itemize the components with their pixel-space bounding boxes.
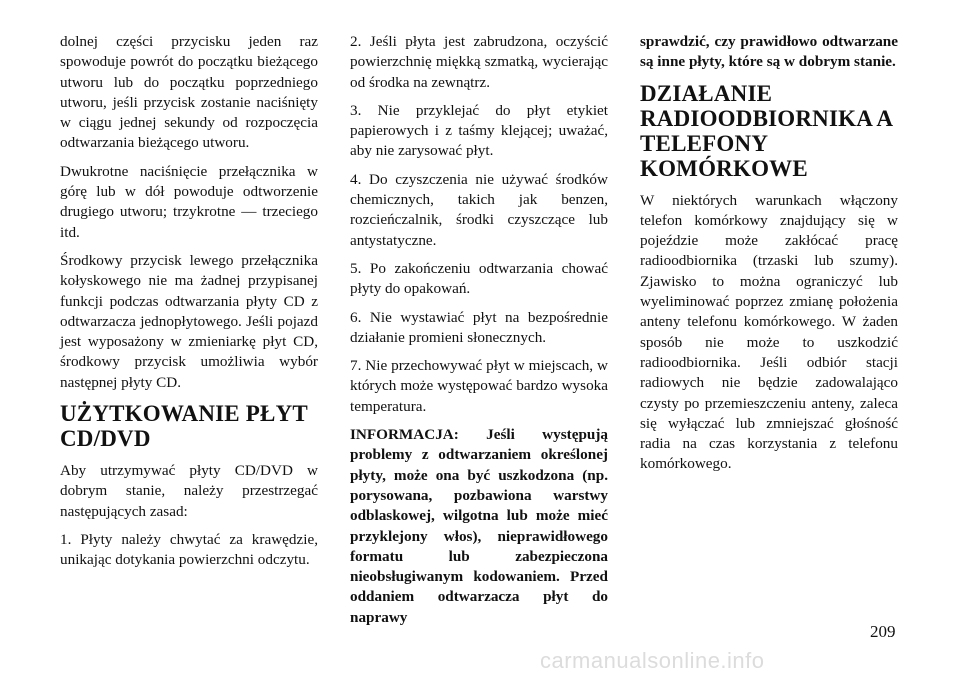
paragraph-center-button: Środkowy przycisk lewego przełącznika kołyskowego nie ma żadnej przypisanej funkcji podczas odtwarzania płyty CD z odtwarzacza jednopłytowego. Jeśli pojazd jest wyposażony w zmieniarkę płyt CD, środkowy przycisk umożliwia wybór następnej płyty CD. bbox=[60, 251, 318, 391]
list-item-4: 4. Do czyszczenia nie używać środków chemicznych, takich jak benzen, rozcieńczalnik, środki czyszczące lub antystatyczne. bbox=[350, 170, 608, 249]
paragraph-phone-interference: W niektórych warunkach włączony telefon komórkowy znajdujący się w pojeździe może zakłócać pracę radioodbiornika (trzaski lub szumy). Zjawisko to można ograniczyć lub wyeliminować poprzez zmianę położenia anteny telefonu komórkowego. W żaden sposób nie może to uszkodzić radioodbiornika. Jeśli odbiór stacji radiowych nie będzie zadowalająco czysty po przemieszczeniu anteny, zaleca się wyłączać lub zmniejszać głośność radia na czas korzystania z telefonu komórkowego. bbox=[640, 191, 898, 473]
list-item-5: 5. Po zakończeniu odtwarzania chować płyty do opakowań. bbox=[350, 259, 608, 298]
list-item-6: 6. Nie wystawiać płyt na bezpośrednie działanie promieni słonecznych. bbox=[350, 308, 608, 346]
paragraph-track-skip: dolnej części przycisku jeden raz spowoduje powrót do początku bieżącego utworu lub do początku poprzedniego utworu, jeśli przycisk zostanie naciśnięty w ciągu jednej sekundy od rozpoczęcia odtwarzania bieżącego utworu. bbox=[60, 33, 318, 152]
list-item-2: 2. Jeśli płyta jest zabrudzona, oczyścić powierzchnię miękką szmatką, wycierając od środka na zewnątrz. bbox=[350, 33, 608, 91]
column-right bbox=[640, 32, 898, 483]
heading-radio-phones: DZIAŁANIE RADIOODBIORNIKA A TELEFONY KOMÓRKOWE bbox=[640, 80, 892, 181]
column-middle bbox=[350, 32, 608, 636]
list-item-1: 1. Płyty należy chwytać za krawędzie, unikając dotykania powierzchni odczytu. bbox=[60, 530, 318, 569]
heading-disc-usage: UŻYTKOWANIE PŁYT CD/DVD bbox=[60, 401, 308, 452]
paragraph-double-press: Dwukrotne naciśnięcie przełącznika w górę lub w dół powoduje odtworzenie drugiego utworu; trzykrotne — trzeciego itd. bbox=[60, 162, 318, 241]
watermark: carmanualsonline.info bbox=[540, 648, 765, 673]
list-item-7: 7. Nie przechowywać płyt w miejscach, w których może występować bardzo wysoka temperatura. bbox=[350, 357, 608, 415]
column-left bbox=[60, 32, 318, 579]
page-number: 209 bbox=[870, 622, 896, 641]
paragraph-disc-care-intro: Aby utrzymywać płyty CD/DVD w dobrym stanie, należy przestrzegać następujących zasad: bbox=[60, 462, 318, 520]
list-item-3: 3. Nie przyklejać do płyt etykiet papierowych i z taśmy klejącej; uważać, aby nie zarysować płyt. bbox=[350, 101, 608, 160]
info-note: INFORMACJA: Jeśli występują problemy z odtwarzaniem określonej płyty, może ona być uszkodzona (np. porysowana, pozbawiona warstwy odblaskowej, wilgotna lub może mieć przyklejony włos), nieprawidłowego formatu lub zabezpieczona nieobsługiwanym kodowaniem. Przed oddaniem odtwarzacza płyt do naprawy bbox=[350, 426, 608, 626]
info-note-continued: sprawdzić, czy prawidłowo odtwarzane są inne płyty, które są w dobrym stanie. bbox=[640, 33, 898, 71]
